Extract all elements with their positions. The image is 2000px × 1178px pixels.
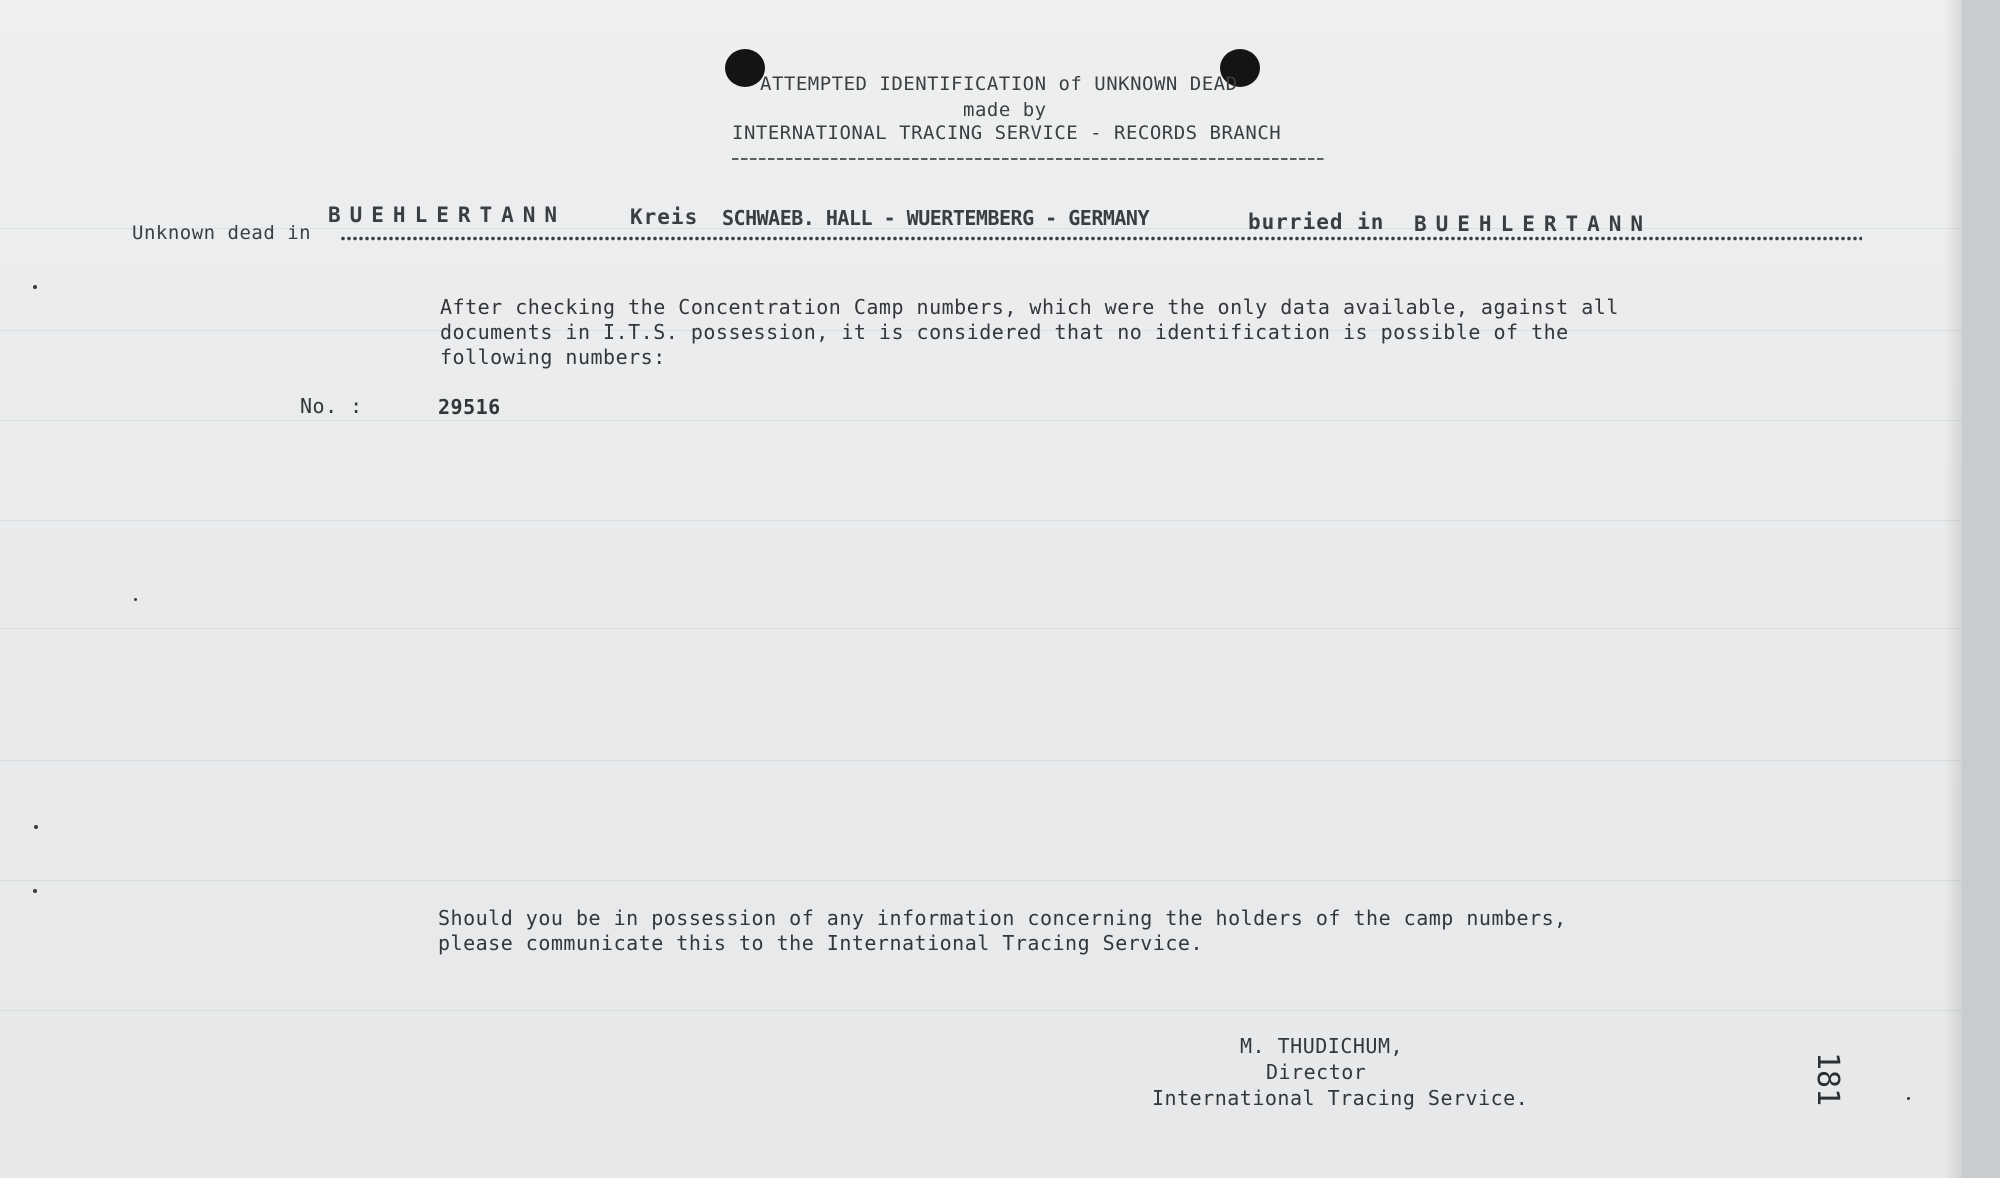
district-prefix: Kreis — [630, 205, 699, 229]
signature-organization: International Tracing Service. — [1152, 1086, 1529, 1110]
page-edge-shadow — [1945, 0, 1963, 1178]
buried-label: burried in — [1248, 210, 1385, 234]
document-title: ATTEMPTED IDENTIFICATION of UNKNOWN DEAD — [760, 73, 1238, 95]
paragraph-line: After checking the Concentration Camp numbers, which were the only data available, against all — [440, 295, 1619, 319]
signature-name: M. THUDICHUM, — [1240, 1034, 1404, 1058]
ruled-line — [0, 880, 1962, 881]
speck — [1907, 1097, 1910, 1100]
speck — [33, 285, 37, 289]
district: SCHWAEB. HALL - WUERTEMBERG - GERMANY — [722, 206, 1150, 230]
closing-line: please communicate this to the International Tracing Service. — [438, 931, 1204, 955]
number-label: No. : — [300, 394, 363, 418]
speck — [134, 598, 137, 601]
header-underline — [732, 158, 1324, 160]
ruled-line — [0, 1010, 1962, 1011]
closing-line: Should you be in possession of any information concerning the holders of the camp numbers, — [438, 906, 1567, 930]
ruled-line — [0, 420, 1962, 421]
made-by-label: made by — [963, 99, 1047, 121]
stamp-number-text: 181 — [1812, 1052, 1844, 1107]
location-label: Unknown dead in — [132, 222, 312, 244]
page-edge — [1962, 0, 2000, 1178]
issuing-organization: INTERNATIONAL TRACING SERVICE - RECORDS BRANCH — [732, 122, 1282, 144]
speck — [34, 825, 38, 829]
location-place: BUEHLERTANN — [328, 203, 567, 227]
archive-stamp-number — [1812, 1050, 1844, 1116]
paragraph-line: documents in I.T.S. possession, it is considered that no identification is possible of the — [440, 320, 1569, 344]
speck — [33, 889, 37, 893]
ruled-line — [0, 628, 1962, 629]
dotted-fill-line — [340, 236, 1862, 241]
camp-number: 29516 — [438, 395, 501, 419]
ruled-line — [0, 760, 1962, 761]
paragraph-line: following numbers: — [440, 345, 666, 369]
signature-title: Director — [1266, 1060, 1367, 1084]
buried-place: BUEHLERTANN — [1414, 212, 1653, 236]
ruled-line — [0, 520, 1962, 521]
punch-hole-left — [725, 49, 765, 87]
